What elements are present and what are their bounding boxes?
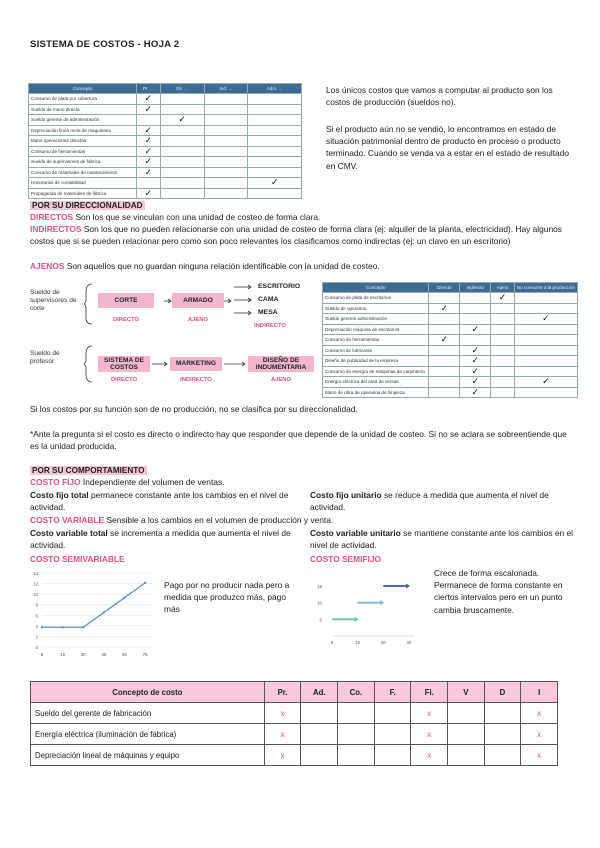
table-row	[323, 345, 578, 356]
check-cell: ✓	[136, 104, 160, 115]
empty-cell	[491, 387, 514, 398]
empty-cell	[514, 356, 577, 367]
mark-cell	[338, 724, 375, 745]
costo-variable-unitario-definition: Costo variable unitario se mantiene constante ante los cambios en el nivel de actividad.	[310, 528, 574, 551]
table-header-cell: Fi.	[411, 682, 448, 703]
empty-cell	[160, 178, 204, 189]
empty-cell	[460, 293, 491, 304]
mark-cell	[301, 703, 338, 724]
data-point	[82, 626, 84, 628]
empty-cell	[491, 377, 514, 388]
diagram2-box-diseno: DISEÑO DE INDUMENTARIA	[248, 356, 314, 372]
empty-cell	[248, 167, 302, 178]
empty-cell	[160, 167, 204, 178]
empty-cell	[160, 136, 204, 147]
mark-cell: x	[521, 724, 558, 745]
empty-cell	[460, 314, 491, 325]
table-row	[29, 157, 302, 168]
check-cell: ✓	[160, 115, 204, 126]
row-label: Sueldo de operarios	[323, 303, 429, 314]
row-label: Consumo de herramientas	[29, 146, 137, 157]
y-tick-label: 15	[316, 584, 322, 589]
semivariable-chart	[28, 567, 158, 659]
mark-cell	[338, 745, 375, 766]
intro-paragraph-1: Los únicos costos que vamos a computar al producto son los costos de producción (sueldos no).	[326, 85, 553, 108]
note-unidad-costeo: *Ante la pregunta si el costo es directo o indirecto hay que responder que depende de la unidad de costeo. Si no se aclara se sobreentiende que es la unidad producida.	[30, 429, 567, 452]
table-header-cell: Concepto de costo	[31, 682, 265, 703]
mark-cell: x	[411, 745, 448, 766]
mark-cell	[448, 703, 485, 724]
x-tick-label: 0	[330, 640, 334, 645]
x-tick-label: 30	[80, 652, 86, 657]
empty-cell	[491, 366, 514, 377]
diagram2-box-sistema-costos: SISTEMA DE COSTOS	[98, 356, 150, 372]
directos-definition: DIRECTOS Son los que se vinculan con una unidad de costeo de forma clara.	[30, 212, 321, 222]
diagram1-output-mesa: MESA	[258, 309, 278, 316]
page-title: SISTEMA DE COSTOS - HOJA 2	[30, 39, 180, 50]
empty-cell	[248, 188, 302, 199]
check-cell: ✓	[248, 178, 302, 189]
costo-fijo-unitario-definition: Costo fijo unitario se reduce a medida que aumenta el nivel de actividad.	[310, 490, 549, 513]
mark-cell	[448, 724, 485, 745]
empty-cell	[514, 387, 577, 398]
x-tick-label: 10	[355, 640, 361, 645]
y-tick-label: 10	[32, 592, 38, 598]
table-header-cell: Concepto	[323, 283, 429, 293]
empty-cell	[204, 115, 248, 126]
empty-cell	[204, 136, 248, 147]
note-no-produccion: Si los costos por su función son de no producción, no se clasifica por su direccionalidad.	[30, 404, 358, 414]
table-header-cell: Concepto	[29, 84, 137, 94]
mark-cell	[484, 703, 521, 724]
mark-cell: x	[264, 703, 301, 724]
empty-cell	[160, 146, 204, 157]
diagram2-label-ajeno: AJENO	[271, 377, 291, 383]
classification-table	[30, 681, 558, 766]
x-tick-label: 75	[142, 652, 148, 657]
x-tick-label: 20	[380, 640, 386, 645]
mark-cell: x	[264, 724, 301, 745]
table-row	[29, 167, 302, 178]
empty-cell	[204, 104, 248, 115]
diagram1-output-cama: CAMA	[258, 296, 279, 303]
check-cell: ✓	[429, 335, 460, 346]
row-label: Consumo de lubricante	[323, 345, 429, 356]
row-label: Consumo de plata de escritorios	[323, 293, 429, 304]
check-cell: ✓	[514, 377, 577, 388]
mark-cell	[484, 745, 521, 766]
empty-cell	[160, 94, 204, 105]
table-row	[29, 146, 302, 157]
empty-cell	[248, 136, 302, 147]
row-label: Sueldo gerente de administración	[29, 115, 137, 126]
data-point	[144, 582, 146, 584]
empty-cell	[491, 314, 514, 325]
mark-cell	[374, 703, 411, 724]
intro-paragraph-2: Si el producto aún no se vendió, lo encontramos en estado de situación patrimonial dentro de producto en proceso o producto terminado. Cuando se venda va a estar en el estado de resultado en CMV.	[326, 124, 570, 171]
check-cell: ✓	[460, 345, 491, 356]
table-header-cell: D	[484, 682, 521, 703]
table-row	[29, 136, 302, 147]
y-tick-label: 4	[35, 623, 38, 629]
empty-cell	[204, 188, 248, 199]
row-label: Energía eléctrica del área de ventas	[323, 377, 429, 388]
y-tick-label: 14	[32, 571, 38, 576]
table-header-cell: Ajeno	[491, 283, 514, 293]
table-header-cell: Pr. ...	[136, 84, 160, 94]
diagram1-side-label: Sueldo de supervisores de corte	[30, 289, 77, 312]
table-row	[31, 745, 558, 766]
table-header-cell: Indirecto	[460, 283, 491, 293]
empty-cell	[460, 303, 491, 314]
empty-cell	[460, 335, 491, 346]
empty-cell	[491, 303, 514, 314]
table-header-cell: Co.	[338, 682, 375, 703]
row-label: Sueldo gerente administración	[323, 314, 429, 325]
empty-cell	[429, 324, 460, 335]
empty-cell	[160, 157, 204, 168]
row-label: Depreciación línea recta de maquinaria	[29, 125, 137, 136]
table-header-cell: Dir. ...	[160, 84, 204, 94]
row-label: Honorarios de contabilidad	[29, 178, 137, 189]
row-label: Depreciación lineal de máquinas y equipo	[31, 745, 265, 766]
row-label: Mano operaciones directas	[29, 136, 137, 147]
table-row	[323, 324, 578, 335]
check-cell: ✓	[460, 366, 491, 377]
check-cell: ✓	[136, 188, 160, 199]
empty-cell	[491, 356, 514, 367]
ajenos-definition: AJENOS Son aquellos que no guardan ninguna relación identificable con la unidad de costeo.	[30, 261, 380, 271]
check-cell: ✓	[136, 167, 160, 178]
empty-cell	[429, 377, 460, 388]
empty-cell	[204, 125, 248, 136]
y-tick-label: 0	[35, 645, 38, 650]
mark-cell	[374, 745, 411, 766]
function-table	[28, 83, 302, 199]
empty-cell	[429, 356, 460, 367]
empty-cell	[204, 157, 248, 168]
table-row	[29, 104, 302, 115]
table-header-cell: Ad.	[301, 682, 338, 703]
empty-cell	[514, 366, 577, 377]
empty-cell	[248, 104, 302, 115]
diagram1-label-indirecto: INDIRECTO	[254, 323, 286, 329]
empty-cell	[429, 293, 460, 304]
row-label: Sueldo de mano directa	[29, 104, 137, 115]
check-cell: ✓	[429, 303, 460, 314]
semifijo-chart	[310, 570, 420, 650]
diagram1-label-ajeno: AJENO	[188, 317, 208, 323]
table-row	[323, 356, 578, 367]
check-cell: ✓	[136, 94, 160, 105]
table-header-cell: Adm. ...	[248, 84, 302, 94]
costo-fijo-definition: COSTO FIJO Independiente del volumen de ventas.	[30, 477, 225, 487]
y-tick-label: 2	[35, 634, 38, 640]
empty-cell	[429, 345, 460, 356]
row-label: Propaganda de materiales de fábrica	[29, 188, 137, 199]
table-header-cell: Directo	[429, 283, 460, 293]
mark-cell: x	[411, 703, 448, 724]
empty-cell	[514, 324, 577, 335]
row-label: Consumo de herramientas	[323, 335, 429, 346]
table-header-cell: Pr.	[264, 682, 301, 703]
y-tick-label: 5	[319, 617, 322, 623]
empty-cell	[136, 115, 160, 126]
table-row	[31, 703, 558, 724]
table-row	[29, 188, 302, 199]
indirectos-definition: INDIRECTOS Son los que no pueden relacionarse con una unidad de costeo de forma clara (ej: alquiler de la planta, electricidad). Hay algunos costos que si se pueden relacionar pero como son poco relevantes los clasificamos como indirectas (ej: un clavo en un escritorio)	[30, 224, 562, 247]
table-header-cell: No consume a la producción	[514, 283, 577, 293]
costo-variable-definition: COSTO VARIABLE Sensible a los cambios en el volumen de producción y venta.	[30, 515, 334, 525]
empty-cell	[429, 366, 460, 377]
row-label: Consumo de plata por cobertura	[29, 94, 137, 105]
y-tick-label: 6	[35, 613, 38, 619]
table-header-cell: I	[521, 682, 558, 703]
empty-cell	[429, 387, 460, 398]
mark-cell	[484, 724, 521, 745]
direccionalidad-table	[322, 282, 578, 398]
empty-cell	[248, 94, 302, 105]
data-point	[61, 626, 63, 628]
x-tick-label: 0	[40, 652, 44, 657]
empty-cell	[204, 94, 248, 105]
section-comportamiento-heading: POR SU COMPORTAMIENTO	[32, 466, 145, 475]
check-cell: ✓	[491, 293, 514, 304]
table-header-cell: F.	[374, 682, 411, 703]
costo-semivariable-heading: COSTO SEMIVARIABLE	[30, 554, 125, 564]
diagram2-box-marketing: MARKETING	[170, 357, 222, 371]
row-label: Energía eléctrica (iluminación de fábrica)	[31, 724, 265, 745]
mark-cell: x	[411, 724, 448, 745]
empty-cell	[514, 303, 577, 314]
series-line	[42, 583, 145, 627]
check-cell: ✓	[460, 377, 491, 388]
mark-cell	[301, 724, 338, 745]
table-row	[323, 387, 578, 398]
empty-cell	[429, 314, 460, 325]
check-cell: ✓	[460, 356, 491, 367]
section-direccionalidad-heading: POR SU DIRECCIONALIDAD	[32, 201, 143, 210]
empty-cell	[514, 345, 577, 356]
x-tick-label: 45	[101, 652, 107, 657]
check-cell: ✓	[460, 324, 491, 335]
diagram2-side-label: Sueldo de profesor	[30, 350, 60, 365]
table-row	[31, 724, 558, 745]
row-label: Sueldo de supervisores de fábrica	[29, 157, 137, 168]
costo-fijo-total-definition: Costo fijo total permanece constante ante los cambios en el nivel de actividad.	[30, 490, 289, 513]
row-label: Mano de obra de operarios de limpieza	[323, 387, 429, 398]
table-row	[29, 178, 302, 189]
data-point	[103, 611, 105, 613]
check-cell: ✓	[136, 146, 160, 157]
data-point	[41, 626, 43, 628]
empty-cell	[248, 125, 302, 136]
mark-cell	[448, 745, 485, 766]
x-tick-label: 15	[60, 652, 66, 657]
empty-cell	[160, 125, 204, 136]
table-row	[323, 335, 578, 346]
table-row	[323, 303, 578, 314]
table-header-cell: Ind. ...	[204, 84, 248, 94]
check-cell: ✓	[460, 387, 491, 398]
empty-cell	[204, 146, 248, 157]
table-header-cell: V	[448, 682, 485, 703]
table-row	[323, 293, 578, 304]
check-cell: ✓	[136, 125, 160, 136]
empty-cell	[491, 324, 514, 335]
mark-cell	[338, 703, 375, 724]
y-tick-label: 10	[316, 600, 322, 606]
diagram1-box-armado: ARMADO	[172, 293, 224, 308]
diagram1-output-escritorio: ESCRITORIO	[258, 283, 301, 290]
mark-cell: x	[264, 745, 301, 766]
semivariable-description: Pago por no producir nada pero a medida que produzco más, pago más	[164, 580, 290, 615]
mark-cell: x	[521, 703, 558, 724]
empty-cell	[248, 146, 302, 157]
diagram1-label-directo: DIRECTO	[113, 317, 139, 323]
mark-cell	[374, 724, 411, 745]
empty-cell	[491, 345, 514, 356]
table-row	[29, 115, 302, 126]
table-row	[29, 94, 302, 105]
empty-cell	[248, 157, 302, 168]
y-tick-label: 12	[32, 581, 38, 587]
costo-variable-total-definition: Costo variable total se incrementa a medida que aumenta el nivel de actividad.	[30, 528, 291, 551]
empty-cell	[248, 115, 302, 126]
x-tick-label: 30	[406, 640, 412, 645]
empty-cell	[160, 188, 204, 199]
row-label: Sueldo del gerente de fabricación	[31, 703, 265, 724]
table-row	[323, 366, 578, 377]
x-tick-label: 60	[121, 652, 128, 657]
y-tick-label: 8	[35, 602, 38, 608]
check-cell: ✓	[136, 157, 160, 168]
table-row	[323, 314, 578, 325]
empty-cell	[491, 335, 514, 346]
empty-cell	[136, 178, 160, 189]
diagram2-label-indirecto: INDIRECTO	[180, 377, 212, 383]
check-cell: ✓	[514, 314, 577, 325]
empty-cell	[514, 293, 577, 304]
mark-cell	[301, 745, 338, 766]
costo-semifijo-heading: COSTO SEMIFIJO	[310, 554, 382, 564]
diagram2-label-directo: DIRECTO	[111, 377, 137, 383]
row-label: Consumo de materiales de mantenimiento	[29, 167, 137, 178]
empty-cell	[160, 104, 204, 115]
semifijo-description: Crece de forma escalonada. Permanece de forma constante en ciertos intervalos pero en un punto cambia bruscamente.	[434, 568, 563, 615]
mark-cell: x	[521, 745, 558, 766]
row-label: Consumo de energía de máquinas de carpintería	[323, 366, 429, 377]
diagram1-box-corte: CORTE	[98, 293, 154, 308]
data-point	[123, 596, 125, 598]
empty-cell	[204, 178, 248, 189]
row-label: Depreciación máquina de escritorios	[323, 324, 429, 335]
empty-cell	[514, 335, 577, 346]
table-row	[323, 377, 578, 388]
table-row	[29, 125, 302, 136]
check-cell: ✓	[136, 136, 160, 147]
empty-cell	[204, 167, 248, 178]
row-label: Diseño de publicidad de la empresa	[323, 356, 429, 367]
